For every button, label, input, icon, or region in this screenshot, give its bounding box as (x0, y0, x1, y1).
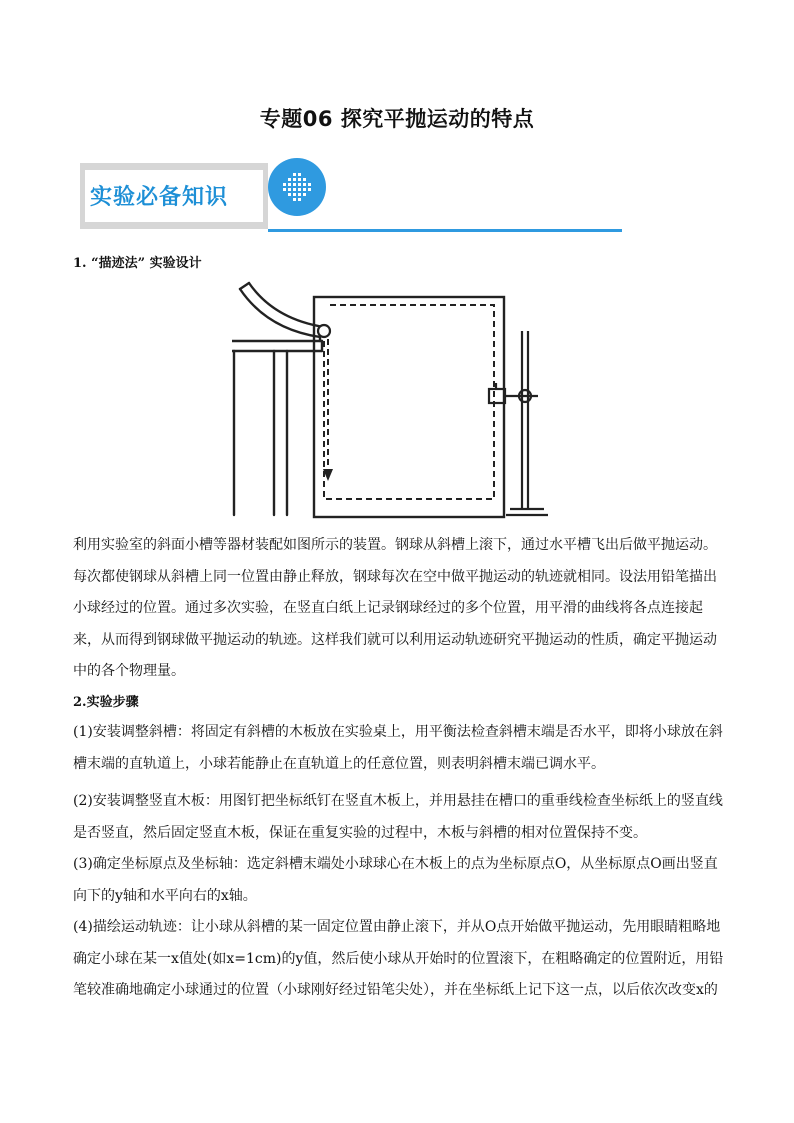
apparatus-illustration (232, 279, 562, 525)
page-title: 专题06 探究平抛运动的特点 (259, 107, 535, 131)
section-banner (80, 163, 622, 235)
grid-icon (268, 158, 326, 216)
step-paragraph: (4)描绘运动轨迹：让小球从斜槽的某一固定位置由静止滚下，并从O点开始做平抛运动，先用眼睛粗略地确定小球在某一x值处(如x=1cm)的y值，然后使小球从开始时的位置滚下，在粗略确定的位置附近，用铅笔较准确地确定小球通过的位置（小球刚好经过铅笔尖处），并在坐标纸上记下这一点，以后依次改变x的 (73, 919, 724, 998)
section-heading-1: 1. “描迹法” 实验设计 (73, 256, 202, 271)
banner-label: 实验必备知识 (90, 185, 229, 210)
section-heading-2: 2.实验步骤 (73, 695, 139, 710)
step-paragraph: (2)安装调整竖直木板：用图钉把坐标纸钉在竖直木板上，并用悬挂在槽口的重垂线检查坐标纸上的竖直线是否竖直，然后固定竖直木板，保证在重复实验的过程中，木板与斜槽的相对位置保持不变。 (73, 793, 723, 841)
banner-underline (268, 229, 622, 232)
apparatus-figure (232, 279, 562, 525)
paragraph-intro: 利用实验室的斜面小槽等器材装配如图所示的装置。钢球从斜槽上滚下，通过水平槽飞出后做平抛运动。每次都使钢球从斜槽上同一位置由静止释放，钢球每次在空中做平抛运动的轨迹就相同。设法用铅笔描出小球经过的位置。通过多次实验，在竖直白纸上记录钢球经过的多个位置，用平滑的曲线将各点连接起来，从而得到钢球做平抛运动的轨迹。这样我们就可以利用运动轨迹研究平抛运动的性质，确定平抛运动中的各个物理量。 (73, 537, 717, 679)
step-paragraph: (1)安装调整斜槽：将固定有斜槽的木板放在实验桌上，用平衡法检查斜槽末端是否水平，即将小球放在斜槽末端的直轨道上，小球若能静止在直轨道上的任意位置，则表明斜槽末端已调水平。 (73, 724, 723, 772)
step-paragraph: (3)确定坐标原点及坐标轴：选定斜槽末端处小球球心在木板上的点为坐标原点O，从坐标原点O画出竖直向下的y轴和水平向右的x轴。 (73, 856, 718, 904)
